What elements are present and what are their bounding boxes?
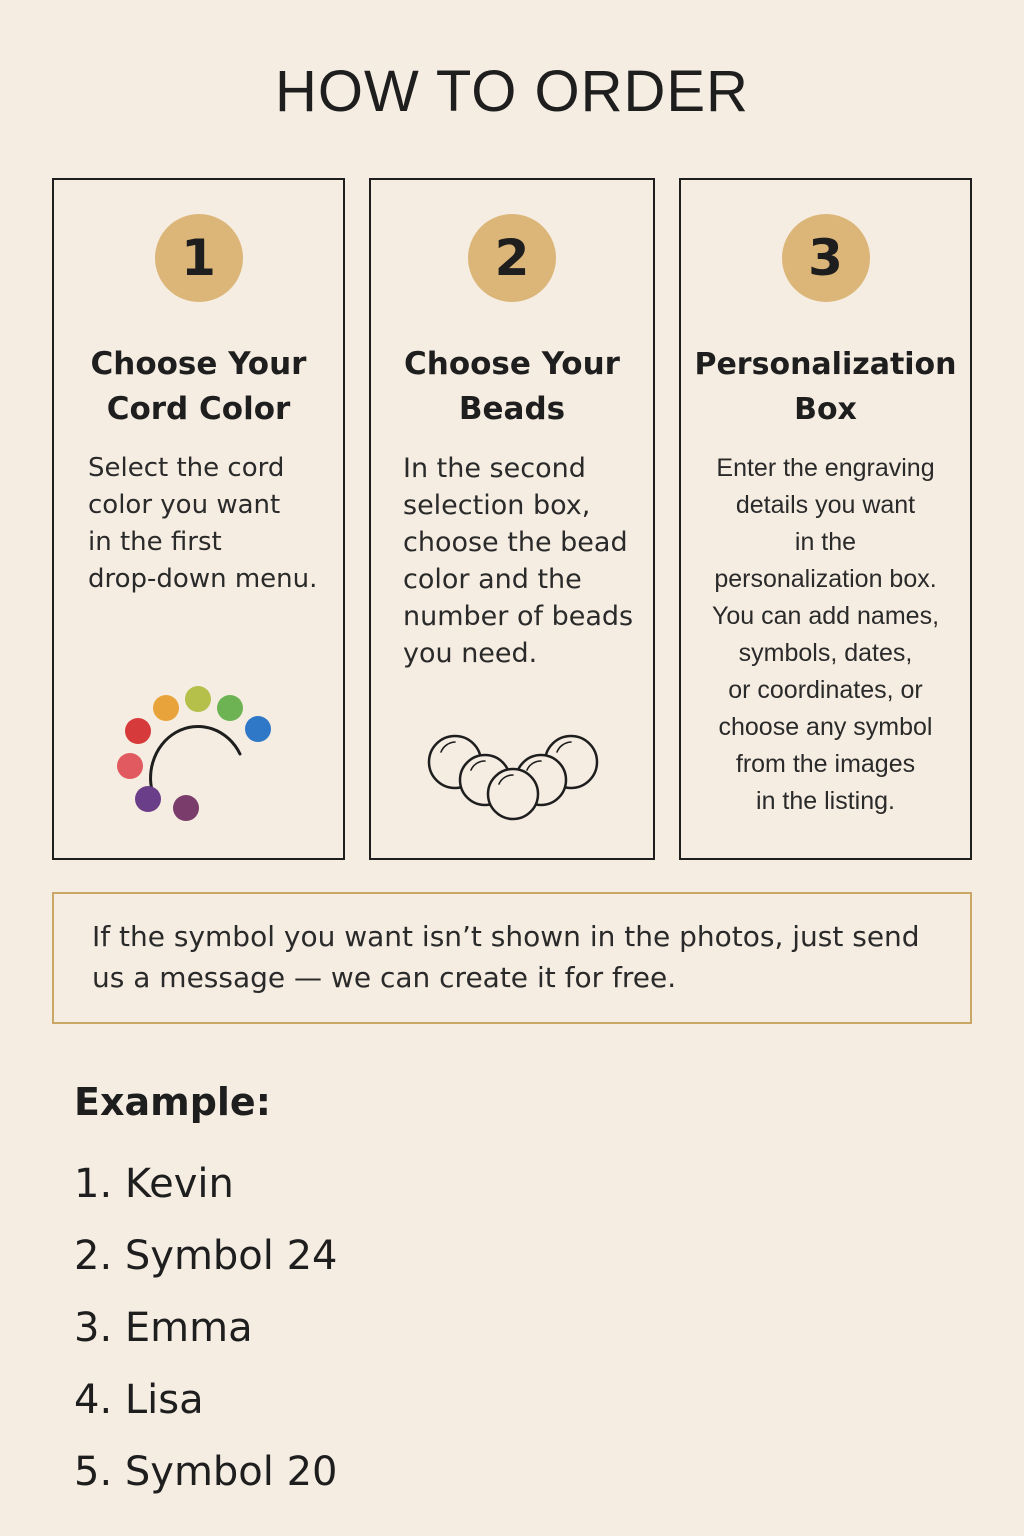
step-number-badge: 2: [468, 214, 556, 302]
note-box: [52, 892, 972, 1024]
page-title: HOW TO ORDER: [275, 59, 749, 124]
example-item: 4. Lisa: [74, 1377, 204, 1423]
step-description: Select the cord color you want in the first drop-down menu.: [88, 453, 318, 594]
palette-dot: [153, 695, 179, 721]
step-description: Enter the engraving details you want in the personalization box. You can add names, symbols, dates, or coordinates, or choose any symbol from the images in the listing.: [711, 454, 940, 815]
step-title: Choose Your Cord Color: [90, 346, 307, 427]
palette-dot: [217, 695, 243, 721]
step-title: Choose Your Beads: [404, 346, 620, 427]
example-heading: Example:: [74, 1080, 271, 1124]
step-description: In the second selection box, choose the bead color and the number of beads you need.: [403, 453, 634, 669]
note-text: If the symbol you want isn’t shown in the photos, just send us a message — we can create it for free.: [92, 920, 920, 994]
color-wheel-pencil-icon: [114, 678, 294, 828]
example-item: 3. Emma: [74, 1305, 253, 1351]
palette-dot: [125, 718, 151, 744]
palette-dots: [117, 686, 271, 821]
palette-dot: [117, 753, 143, 779]
step-number-badge: 3: [782, 214, 870, 302]
example-item: 5. Symbol 20: [74, 1449, 338, 1495]
palette-dot: [185, 686, 211, 712]
step-card-1: [52, 178, 345, 860]
beads-icon: [423, 728, 603, 828]
palette-dot: [173, 795, 199, 821]
step-card-2: [369, 178, 655, 860]
example-item: 2. Symbol 24: [74, 1233, 338, 1279]
bead: [488, 769, 538, 819]
palette-dot: [245, 716, 271, 742]
step-title: Personalization Box: [694, 347, 957, 427]
example-item: 1. Kevin: [74, 1161, 234, 1207]
step-number-badge: 1: [155, 214, 243, 302]
color-wheel-arc: [151, 726, 240, 802]
step-card-3: [679, 178, 972, 860]
palette-dot: [135, 786, 161, 812]
example-list: [74, 1148, 338, 1508]
